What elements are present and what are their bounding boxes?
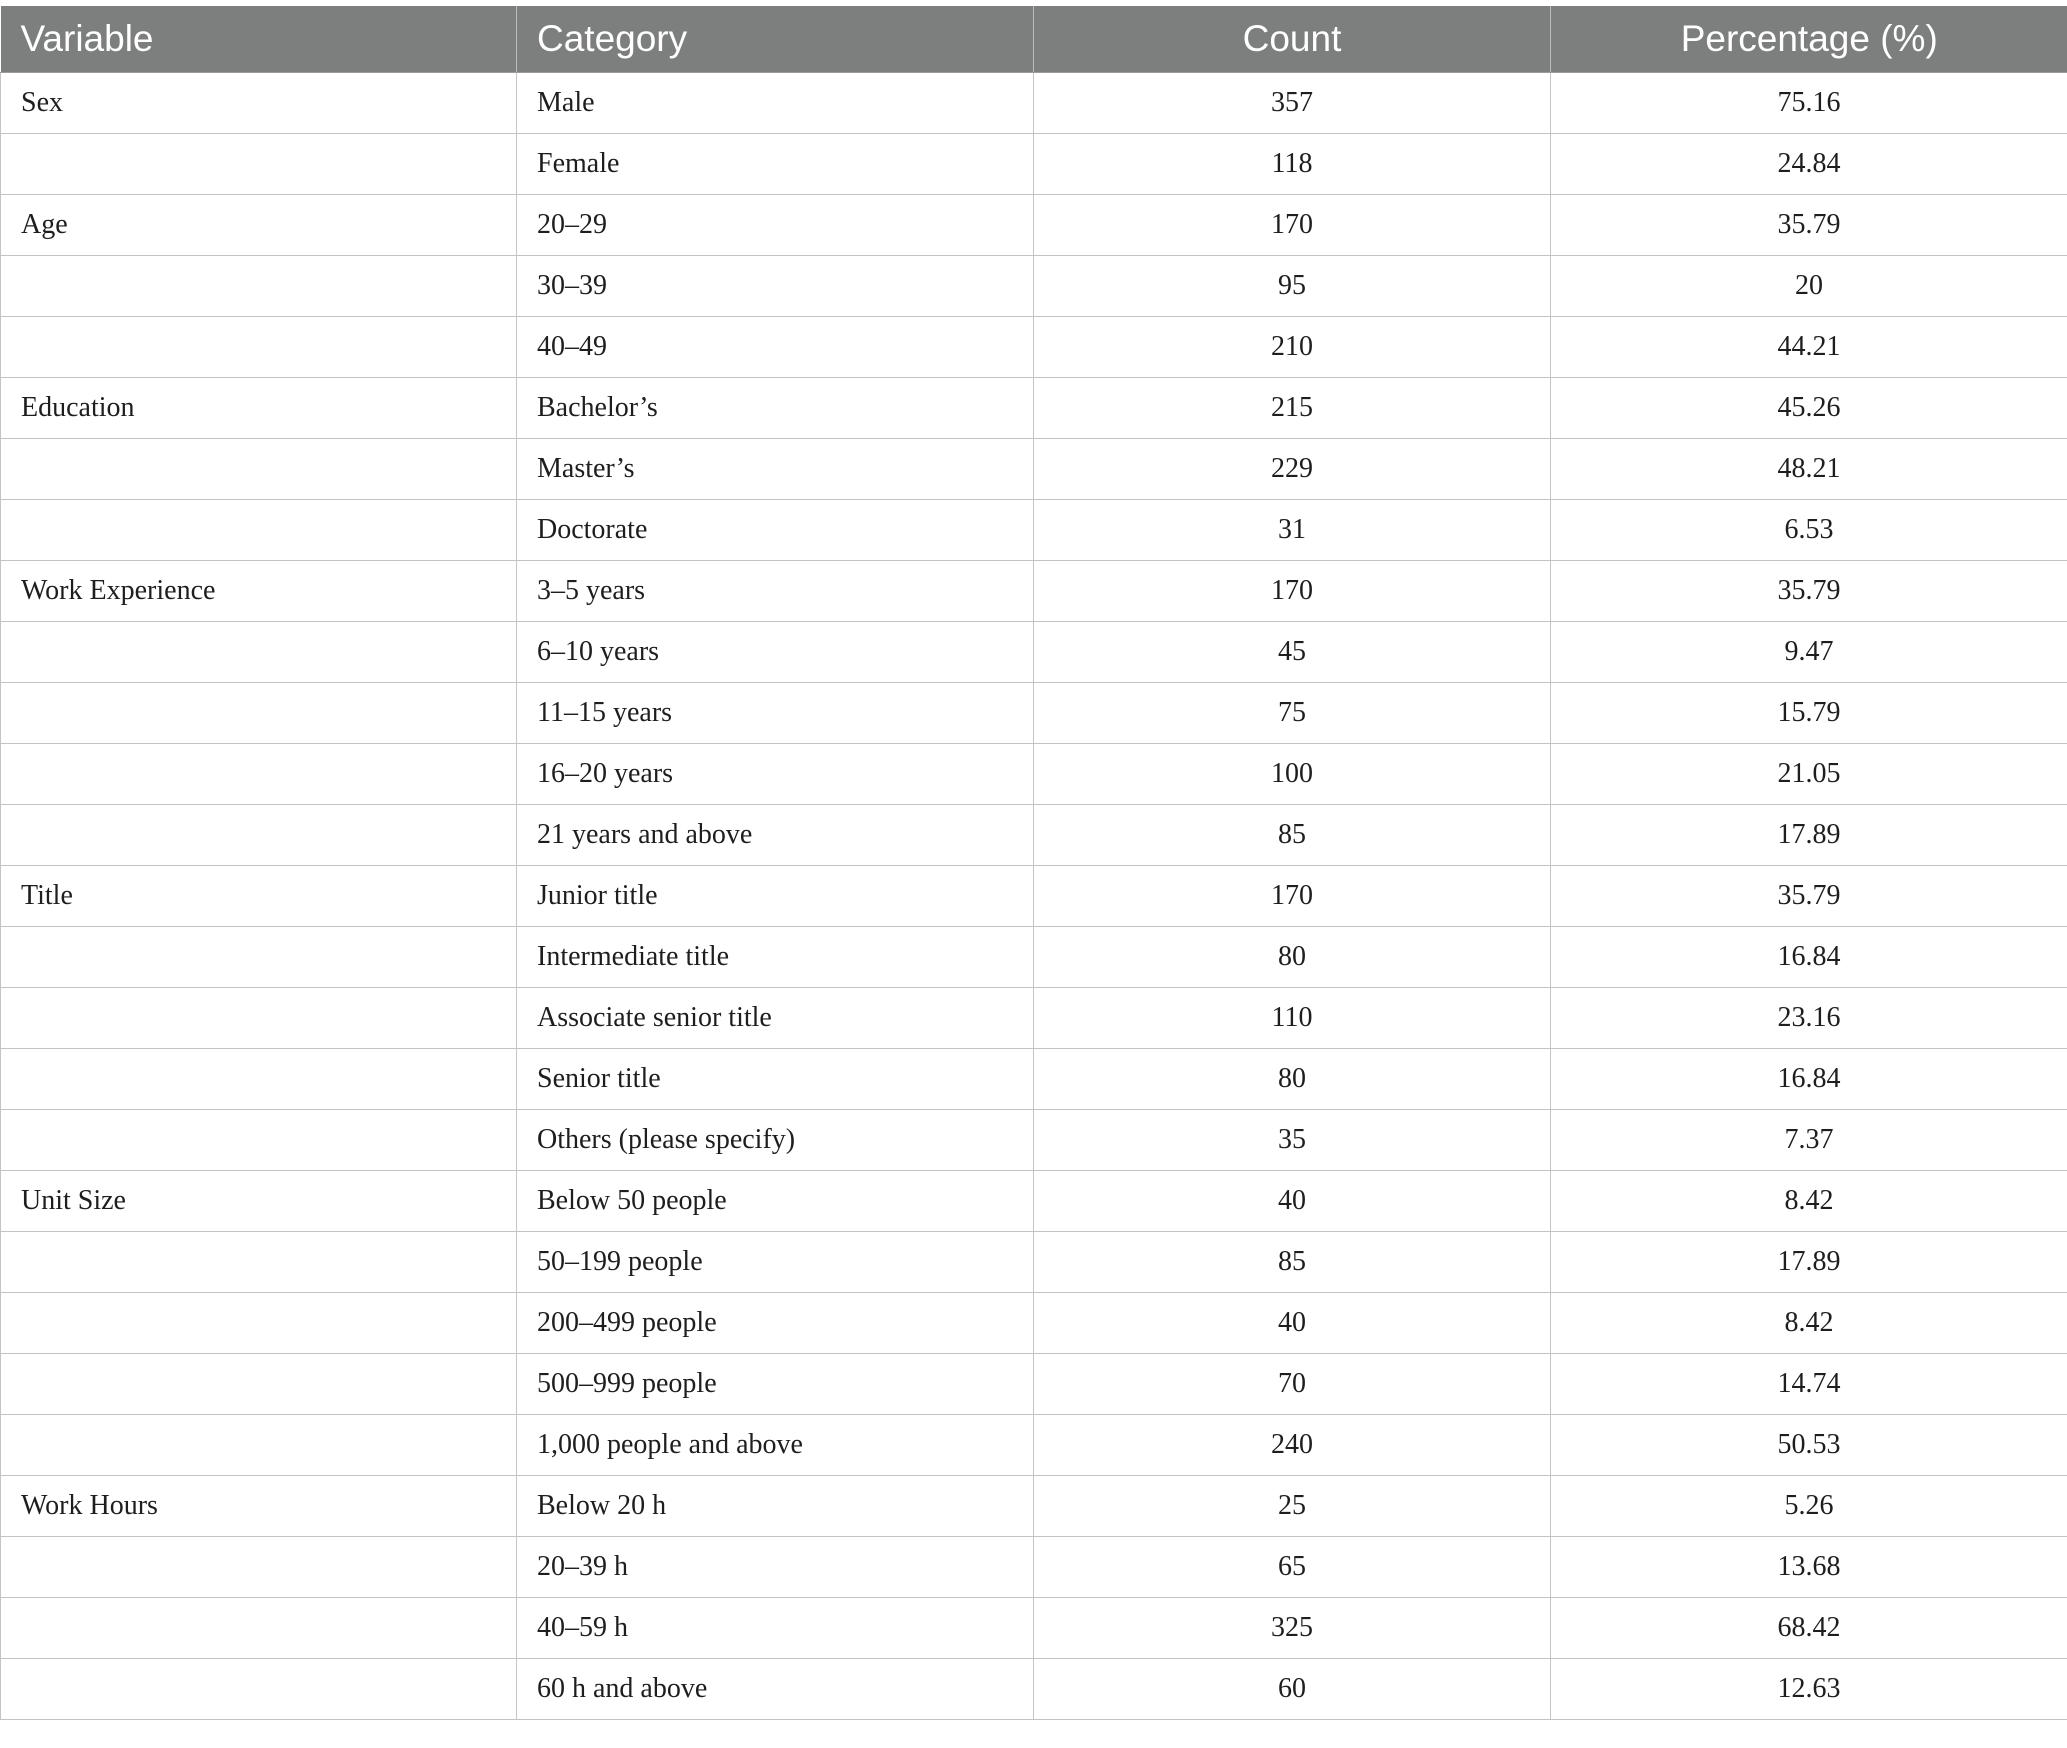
cell-category: 6–10 years	[517, 622, 1034, 683]
cell-category: Intermediate title	[517, 927, 1034, 988]
cell-percentage: 17.89	[1551, 1232, 2067, 1293]
cell-category: Below 50 people	[517, 1171, 1034, 1232]
table-row	[1, 1537, 2067, 1598]
cell-category: 20–29	[517, 195, 1034, 256]
cell-variable	[1, 1537, 517, 1598]
cell-variable	[1, 439, 517, 500]
table-row	[1, 1232, 2067, 1293]
table-row	[1, 1476, 2067, 1537]
cell-category: 21 years and above	[517, 805, 1034, 866]
cell-category: 200–499 people	[517, 1293, 1034, 1354]
cell-category: 11–15 years	[517, 683, 1034, 744]
cell-count: 210	[1034, 317, 1551, 378]
cell-count: 60	[1034, 1659, 1551, 1720]
cell-variable	[1, 256, 517, 317]
table-row	[1, 622, 2067, 683]
cell-count: 118	[1034, 134, 1551, 195]
table-row	[1, 1354, 2067, 1415]
cell-count: 85	[1034, 805, 1551, 866]
table-row	[1, 744, 2067, 805]
cell-category: Junior title	[517, 866, 1034, 927]
cell-count: 35	[1034, 1110, 1551, 1171]
cell-count: 70	[1034, 1354, 1551, 1415]
cell-variable	[1, 317, 517, 378]
table-row	[1, 378, 2067, 439]
cell-count: 85	[1034, 1232, 1551, 1293]
table-row	[1, 1293, 2067, 1354]
cell-percentage: 68.42	[1551, 1598, 2067, 1659]
cell-count: 100	[1034, 744, 1551, 805]
cell-category: Master’s	[517, 439, 1034, 500]
table-row	[1, 317, 2067, 378]
cell-count: 31	[1034, 500, 1551, 561]
table-row	[1, 1415, 2067, 1476]
cell-variable: Education	[1, 378, 517, 439]
cell-category: 30–39	[517, 256, 1034, 317]
table-row	[1, 866, 2067, 927]
table-row	[1, 1598, 2067, 1659]
cell-category: 1,000 people and above	[517, 1415, 1034, 1476]
cell-variable	[1, 1293, 517, 1354]
cell-category: 16–20 years	[517, 744, 1034, 805]
cell-percentage: 48.21	[1551, 439, 2067, 500]
cell-category: Doctorate	[517, 500, 1034, 561]
cell-percentage: 23.16	[1551, 988, 2067, 1049]
cell-count: 229	[1034, 439, 1551, 500]
table-row	[1, 134, 2067, 195]
cell-percentage: 50.53	[1551, 1415, 2067, 1476]
cell-percentage: 14.74	[1551, 1354, 2067, 1415]
cell-count: 80	[1034, 1049, 1551, 1110]
cell-category: Below 20 h	[517, 1476, 1034, 1537]
cell-count: 25	[1034, 1476, 1551, 1537]
cell-percentage: 7.37	[1551, 1110, 2067, 1171]
cell-category: Others (please specify)	[517, 1110, 1034, 1171]
table-row	[1, 195, 2067, 256]
cell-variable: Age	[1, 195, 517, 256]
table-row	[1, 1110, 2067, 1171]
cell-count: 75	[1034, 683, 1551, 744]
cell-percentage: 13.68	[1551, 1537, 2067, 1598]
table-row	[1, 256, 2067, 317]
cell-count: 95	[1034, 256, 1551, 317]
cell-category: Male	[517, 73, 1034, 134]
cell-variable	[1, 500, 517, 561]
cell-variable	[1, 805, 517, 866]
table-row	[1, 927, 2067, 988]
cell-category: 60 h and above	[517, 1659, 1034, 1720]
cell-percentage: 20	[1551, 256, 2067, 317]
cell-count: 170	[1034, 866, 1551, 927]
cell-variable	[1, 927, 517, 988]
cell-percentage: 8.42	[1551, 1171, 2067, 1232]
table-row	[1, 73, 2067, 134]
cell-category: Associate senior title	[517, 988, 1034, 1049]
cell-count: 80	[1034, 927, 1551, 988]
cell-percentage: 5.26	[1551, 1476, 2067, 1537]
table-body	[1, 73, 2067, 1720]
cell-variable: Title	[1, 866, 517, 927]
table-row	[1, 1659, 2067, 1720]
table-row	[1, 1049, 2067, 1110]
cell-percentage: 9.47	[1551, 622, 2067, 683]
cell-variable	[1, 1049, 517, 1110]
cell-variable	[1, 622, 517, 683]
table-row	[1, 1171, 2067, 1232]
cell-percentage: 44.21	[1551, 317, 2067, 378]
cell-count: 65	[1034, 1537, 1551, 1598]
table-header	[1, 6, 2067, 73]
cell-variable	[1, 1232, 517, 1293]
cell-percentage: 35.79	[1551, 866, 2067, 927]
cell-percentage: 21.05	[1551, 744, 2067, 805]
table-row	[1, 988, 2067, 1049]
cell-variable	[1, 1598, 517, 1659]
table-row	[1, 561, 2067, 622]
cell-category: Bachelor’s	[517, 378, 1034, 439]
cell-count: 215	[1034, 378, 1551, 439]
cell-percentage: 12.63	[1551, 1659, 2067, 1720]
cell-variable	[1, 134, 517, 195]
cell-count: 170	[1034, 195, 1551, 256]
demographics-table-container	[0, 6, 2067, 1720]
header-category: Category	[517, 6, 1034, 73]
cell-variable	[1, 1415, 517, 1476]
cell-variable: Sex	[1, 73, 517, 134]
cell-percentage: 6.53	[1551, 500, 2067, 561]
table-row	[1, 439, 2067, 500]
cell-category: 40–49	[517, 317, 1034, 378]
cell-category: 20–39 h	[517, 1537, 1034, 1598]
cell-count: 40	[1034, 1293, 1551, 1354]
cell-category: 40–59 h	[517, 1598, 1034, 1659]
cell-category: Senior title	[517, 1049, 1034, 1110]
cell-variable: Work Hours	[1, 1476, 517, 1537]
cell-category: 3–5 years	[517, 561, 1034, 622]
cell-count: 240	[1034, 1415, 1551, 1476]
cell-variable	[1, 744, 517, 805]
cell-count: 357	[1034, 73, 1551, 134]
cell-count: 40	[1034, 1171, 1551, 1232]
cell-variable	[1, 988, 517, 1049]
cell-count: 170	[1034, 561, 1551, 622]
cell-percentage: 24.84	[1551, 134, 2067, 195]
cell-percentage: 16.84	[1551, 1049, 2067, 1110]
cell-percentage: 16.84	[1551, 927, 2067, 988]
demographics-table	[0, 6, 2067, 1720]
cell-percentage: 45.26	[1551, 378, 2067, 439]
cell-count: 45	[1034, 622, 1551, 683]
header-row	[1, 6, 2067, 73]
cell-percentage: 35.79	[1551, 195, 2067, 256]
table-row	[1, 500, 2067, 561]
header-count: Count	[1034, 6, 1551, 73]
cell-percentage: 8.42	[1551, 1293, 2067, 1354]
cell-category: 50–199 people	[517, 1232, 1034, 1293]
table-row	[1, 805, 2067, 866]
cell-percentage: 75.16	[1551, 73, 2067, 134]
cell-count: 325	[1034, 1598, 1551, 1659]
cell-variable	[1, 683, 517, 744]
header-percentage: Percentage (%)	[1551, 6, 2067, 73]
cell-percentage: 15.79	[1551, 683, 2067, 744]
cell-variable	[1, 1110, 517, 1171]
cell-percentage: 17.89	[1551, 805, 2067, 866]
cell-percentage: 35.79	[1551, 561, 2067, 622]
cell-category: 500–999 people	[517, 1354, 1034, 1415]
cell-variable	[1, 1354, 517, 1415]
cell-category: Female	[517, 134, 1034, 195]
cell-variable	[1, 1659, 517, 1720]
table-row	[1, 683, 2067, 744]
cell-variable: Work Experience	[1, 561, 517, 622]
cell-count: 110	[1034, 988, 1551, 1049]
header-variable: Variable	[1, 6, 517, 73]
cell-variable: Unit Size	[1, 1171, 517, 1232]
